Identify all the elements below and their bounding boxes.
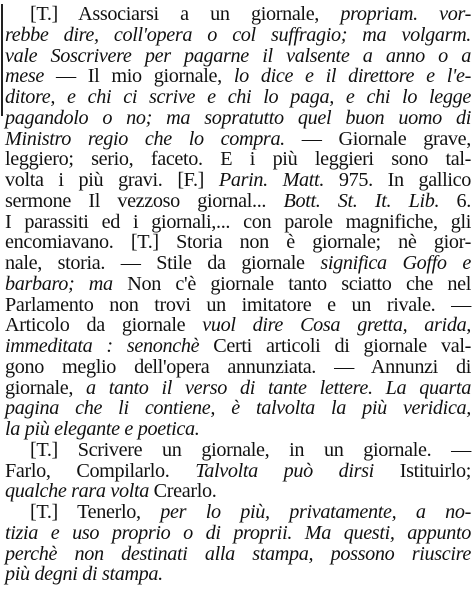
- text-line: [5, 336, 471, 357]
- text-line: [5, 398, 471, 419]
- italic-text-segment: immeditata : senonchè: [5, 335, 200, 357]
- text-segment: sermone Il vezzoso giornal...: [5, 189, 284, 212]
- italic-text-segment: vuol dire Cosa gretta, arida,: [202, 314, 472, 337]
- text-line: [5, 481, 471, 502]
- italic-text-segment: Parin. Matt.: [218, 169, 325, 191]
- text-segment: Certi articoli di giornale val-: [199, 335, 471, 357]
- text-segment: volta i più gravi. [F.]: [5, 169, 219, 191]
- text-segment: Istituirlo;: [373, 459, 471, 482]
- text-line: [5, 66, 471, 87]
- italic-text-segment: significa Goffo e: [320, 252, 471, 274]
- italic-text-segment: Ministro regio che lo compra.: [5, 127, 285, 150]
- text-line: [5, 108, 471, 129]
- text-line: [30, 4, 471, 25]
- text-line: [5, 191, 471, 212]
- italic-text-segment: barbaro; ma: [5, 272, 113, 295]
- italic-text-segment: tizia e uso proprio o di proprii. Ma questi, appunto: [5, 521, 471, 544]
- text-segment: Non c'è giornale tanto sciatto che nel: [112, 272, 471, 295]
- italic-text-segment: la più elegante e poetica.: [5, 418, 200, 440]
- text-segment: [T.] Tenerlo,: [30, 501, 161, 523]
- italic-text-segment: pagandolo o no; ma sopratutto quel buon uomo di: [5, 106, 471, 129]
- text-line: [30, 502, 471, 523]
- text-segment: leggiero; serio, faceto. E i più leggieri sono tal-: [5, 148, 471, 171]
- text-line: [5, 232, 471, 253]
- text-line: [5, 25, 471, 46]
- italic-text-segment: Talvolta può dirsi: [195, 459, 374, 482]
- text-segment: Farlo, Compilarlo.: [5, 459, 196, 482]
- text-segment: gono meglio dell'opera annunziata. — Annunzi di: [5, 355, 471, 378]
- italic-text-segment: rebbe dire, coll'opera o col suffragio; ma volgarm.: [5, 23, 471, 46]
- text-line: [5, 295, 471, 316]
- text-line: [5, 357, 471, 378]
- margin-rule: [1, 4, 3, 116]
- text-line: [5, 87, 471, 108]
- text-segment: I parassiti ed i giornali,... con parole magnifiche, gli: [5, 210, 471, 233]
- text-line: [5, 149, 471, 170]
- text-segment: nale, storia. — Stile da giornale: [5, 252, 321, 274]
- text-segment: [T.] Scrivere un giornale, in un giornale. —: [30, 438, 471, 461]
- italic-text-segment: ditore, e chi ci scrive e chi lo paga, e chi lo legge: [5, 86, 471, 108]
- text-line: [5, 253, 471, 274]
- italic-text-segment: pagina che li contiene, è talvolta la più veridica,: [5, 397, 471, 420]
- text-line: [30, 440, 471, 461]
- italic-text-segment: per lo più, privatamente, a no-: [160, 501, 471, 523]
- italic-text-segment: qualche rara volta: [5, 480, 149, 503]
- text-segment: giornale,: [5, 376, 87, 399]
- text-segment: encomiavano. [T.] Storia non è giornale; nè gior-: [5, 231, 471, 254]
- text-line: [5, 274, 471, 295]
- italic-text-segment: lo dice e il direttore e l'e-: [233, 65, 471, 88]
- text-segment: [T.] Associarsi a un giornale,: [30, 3, 341, 25]
- text-segment: — Il mio giornale,: [43, 65, 234, 88]
- text-segment: Crearlo.: [148, 480, 217, 503]
- text-line: [5, 170, 471, 191]
- text-line: [5, 378, 471, 399]
- text-segment: — Giornale grave,: [284, 127, 471, 150]
- text-line: [5, 523, 471, 544]
- italic-text-segment: Bott. St. It. Lib.: [283, 189, 440, 212]
- italic-text-segment: propriam. vor-: [340, 3, 471, 25]
- text-line: [5, 46, 471, 67]
- text-line: [5, 419, 471, 440]
- text-line: [5, 564, 471, 585]
- italic-text-segment: mese: [5, 65, 44, 88]
- italic-text-segment: perchè non destinati alla stampa, possono riuscire: [5, 542, 471, 565]
- text-line: [5, 212, 471, 233]
- italic-text-segment: a tanto il verso di tante lettere. La quarta: [86, 376, 471, 399]
- italic-text-segment: più degni di stampa.: [5, 563, 163, 586]
- text-line: [5, 129, 471, 150]
- text-line: [5, 461, 471, 482]
- italic-text-segment: vale Soscrivere per pagarne il valsente a anno o a: [5, 44, 471, 67]
- text-segment: Parlamento non trovi un imitatore e un rivale. —: [5, 293, 471, 316]
- text-line: [5, 544, 471, 565]
- text-segment: Articolo da giornale: [5, 314, 203, 337]
- text-segment: 6.: [439, 189, 471, 212]
- text-segment: 975. In gallico: [324, 169, 471, 191]
- text-line: [5, 315, 471, 336]
